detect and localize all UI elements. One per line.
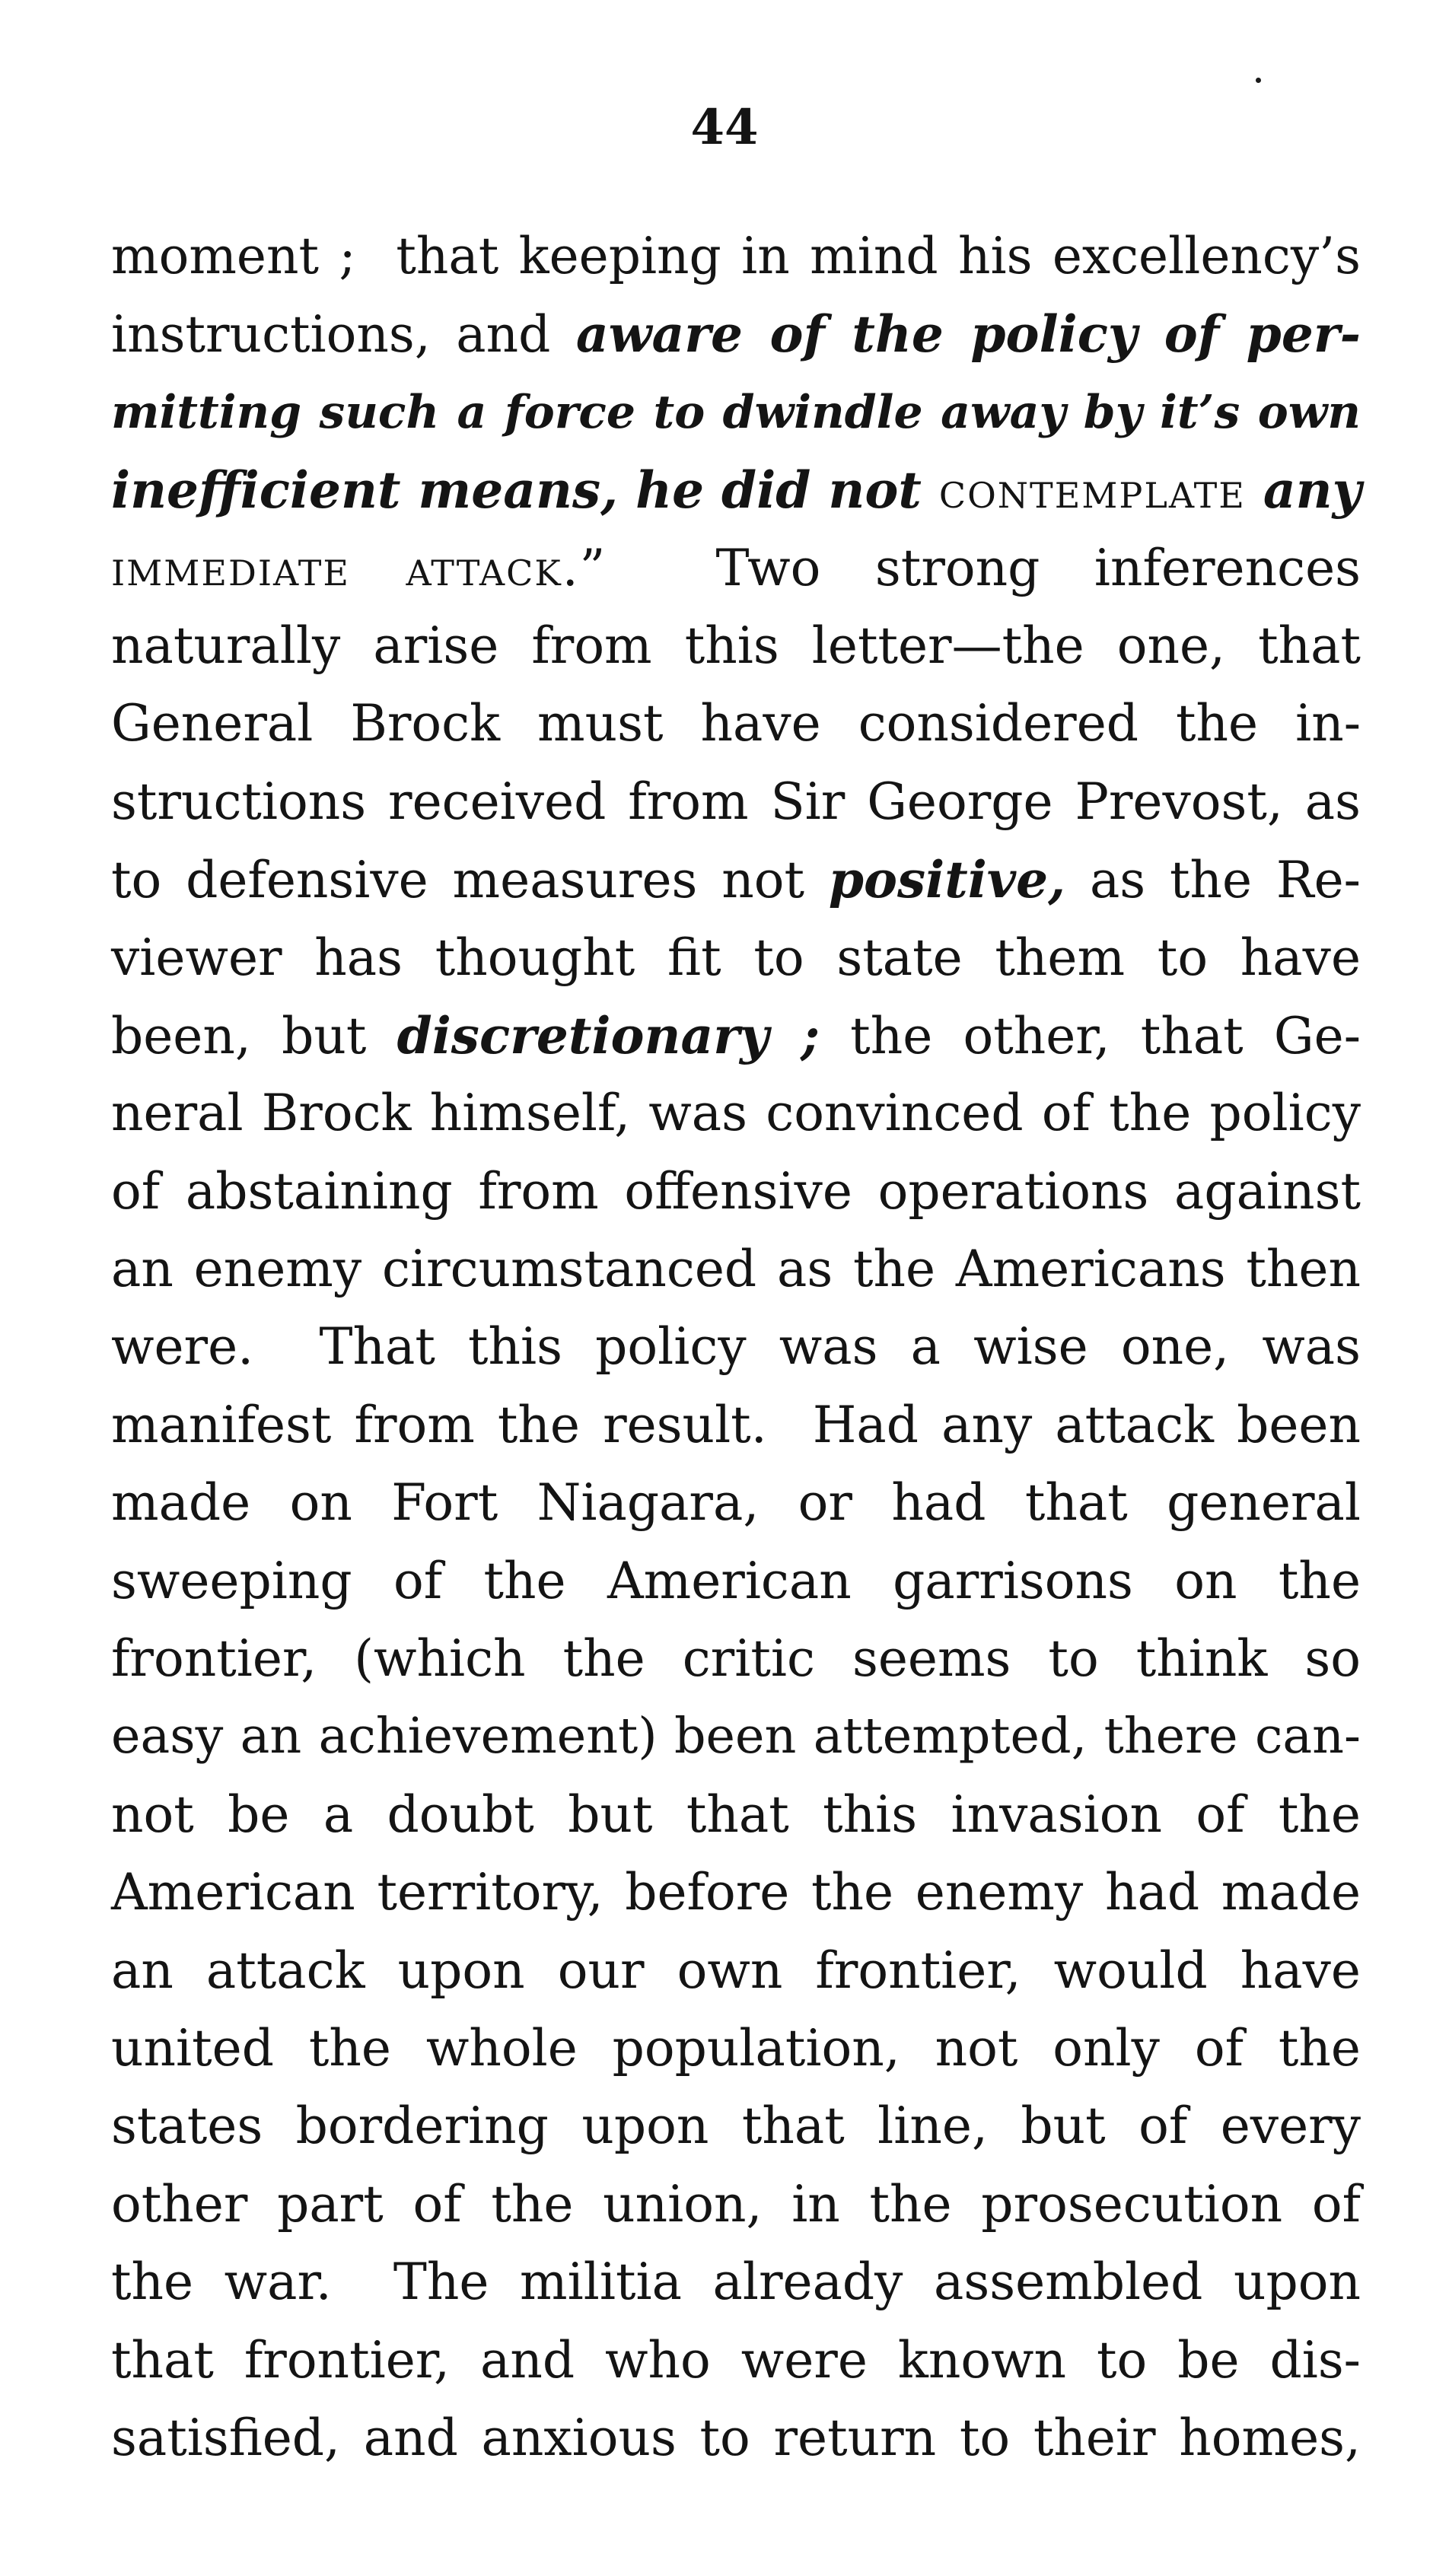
text-run: that frontier, and who were known to be dis-: [111, 2330, 1361, 2390]
text-run: immediate attack.”: [111, 538, 607, 597]
text-run: were. That this policy was a wise one, was: [111, 1317, 1361, 1377]
text-line: [111, 997, 1361, 1075]
text-line: [111, 530, 1361, 607]
text-run: as the Re-: [1065, 851, 1361, 910]
text-run: manifest from the result. Had any attack been: [111, 1395, 1361, 1454]
text-run: naturally arise from this letter—the one, that: [111, 616, 1361, 675]
text-run: instructions, and: [111, 305, 576, 365]
text-run: aware of the policy of per-: [575, 304, 1361, 365]
text-run: an enemy circumstanced as the Americans then: [111, 1240, 1361, 1299]
text-run: an attack upon our own frontier, would have: [111, 1941, 1361, 2000]
text-run: neral Brock himself, was convinced of the policy: [111, 1084, 1361, 1143]
text-line: [111, 1776, 1361, 1854]
text-run: discretionary ;: [396, 1005, 820, 1065]
text-line: [111, 1308, 1361, 1386]
text-line: [111, 374, 1361, 451]
text-run: inefficient means, he did not: [111, 460, 939, 521]
text-run: American territory, before the enemy had made: [111, 1863, 1361, 1922]
text-run: General Brock must have considered the in-: [111, 694, 1361, 753]
text-run: contemplate: [938, 461, 1263, 521]
text-run: moment ; that keeping in mind his excellency’s: [111, 227, 1361, 285]
text-run: viewer has thought fit to state them to have: [111, 928, 1361, 987]
text-line: [111, 1153, 1361, 1231]
text-line: [111, 1620, 1361, 1698]
text-run: mitting such a force to dwindle away by it’s own: [111, 385, 1361, 439]
page-number: 44: [690, 99, 759, 156]
text-run: to defensive measures not: [111, 851, 829, 910]
text-run: made on Fort Niagara, or had that general: [111, 1473, 1361, 1533]
text-run: of abstaining from offensive operations against: [111, 1161, 1361, 1221]
text-run: positive,: [828, 850, 1066, 910]
text-run: united the whole population, not only of the: [111, 2018, 1361, 2078]
text-line: [111, 218, 1361, 295]
body-text: [111, 218, 1361, 2477]
text-run: other part of the union, in the prosecution of: [111, 2174, 1361, 2234]
text-line: [111, 2243, 1361, 2321]
text-line: [111, 2166, 1361, 2243]
text-line: [111, 295, 1361, 373]
text-line: [111, 1387, 1361, 1464]
text-line: [111, 2322, 1361, 2399]
ink-speck: [1256, 78, 1261, 83]
text-run: structions received from Sir George Prevost, as: [111, 772, 1361, 831]
text-line: [111, 607, 1361, 685]
text-run: sweeping of the American garrisons on the: [111, 1551, 1361, 1610]
text-line: [111, 841, 1361, 919]
text-run: the other, that Ge-: [819, 1006, 1361, 1065]
text-line: [111, 2399, 1361, 2477]
text-line: [111, 1932, 1361, 2010]
text-line: [111, 1231, 1361, 1308]
text-run: the war. The militia already assembled upon: [111, 2253, 1361, 2312]
text-run: satisfied, and anxious to return to their homes,: [111, 2408, 1361, 2467]
text-line: [111, 685, 1361, 763]
text-line: [111, 1464, 1361, 1542]
text-run: states bordering upon that line, but of every: [111, 2097, 1361, 2156]
text-line: [111, 2010, 1361, 2087]
text-run: frontier, (which the critic seems to think so: [111, 1629, 1361, 1689]
text-line: [111, 451, 1361, 529]
text-line: [111, 919, 1361, 997]
text-line: [111, 2087, 1361, 2165]
text-line: [111, 1698, 1361, 1775]
text-run: not be a doubt but that this invasion of the: [111, 1785, 1361, 1844]
text-line: [111, 1543, 1361, 1620]
text-run: any: [1263, 460, 1361, 521]
text-run: been, but: [111, 1006, 397, 1065]
text-run: Two strong inferences: [607, 538, 1361, 597]
text-line: [111, 763, 1361, 841]
text-line: [111, 1075, 1361, 1152]
text-line: [111, 1854, 1361, 1931]
text-run: easy an achievement) been attempted, there can-: [111, 1708, 1361, 1766]
